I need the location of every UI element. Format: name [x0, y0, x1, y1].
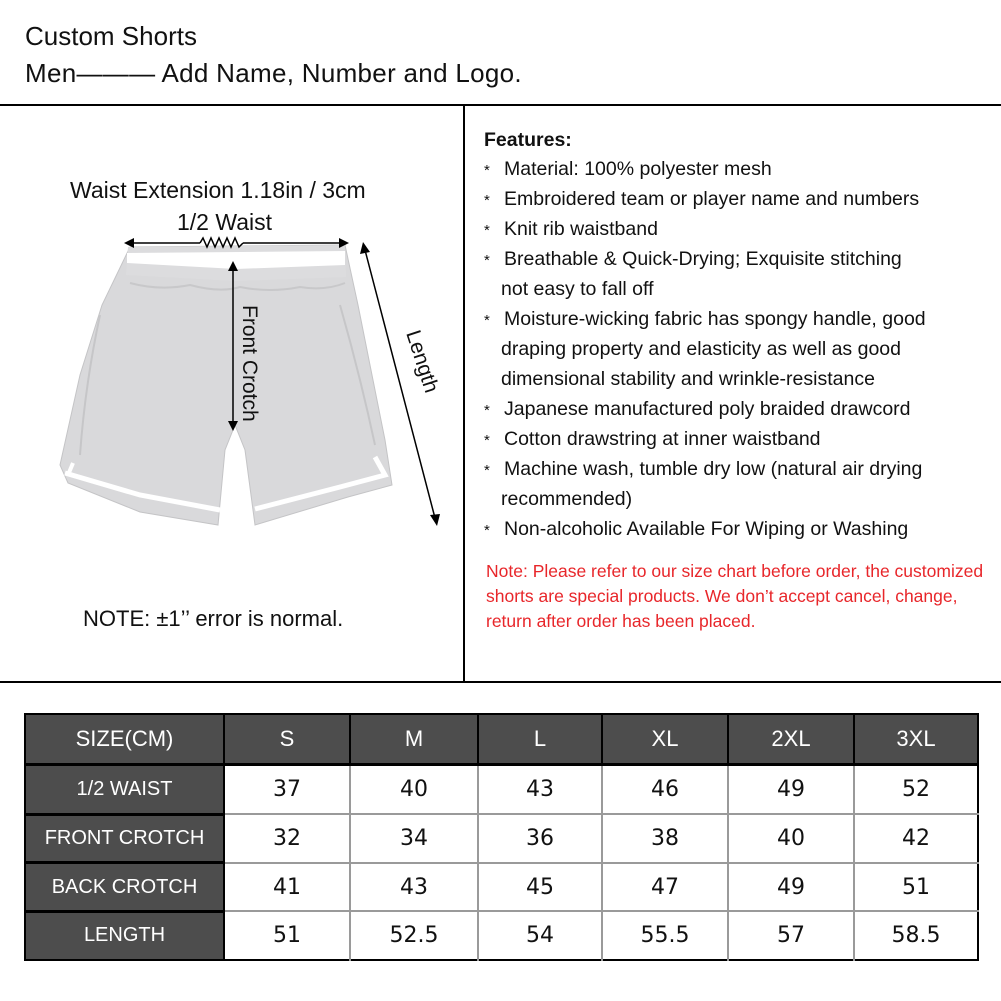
size-chart-table [24, 713, 979, 961]
table-cell: 51 [854, 863, 978, 912]
feature-item [484, 424, 994, 454]
table-cell: 40 [728, 814, 854, 863]
table-cell: 52 [854, 765, 978, 815]
bullet-asterisk-icon: * [484, 522, 490, 539]
feature-text: Moisture-wicking fabric has spongy handle, good [504, 308, 926, 330]
front-crotch-label: Front Crotch [238, 305, 261, 422]
bullet-asterisk-icon: * [484, 312, 490, 329]
center-divider [463, 104, 465, 682]
row-label-back-crotch: BACK CROTCH [25, 863, 224, 912]
table-cell: 43 [478, 765, 602, 815]
feature-text: Machine wash, tumble dry low (natural air drying [504, 458, 923, 480]
feature-text: draping property and elasticity as well as good [501, 338, 901, 360]
top-divider [0, 104, 1001, 106]
features-section [484, 126, 994, 544]
table-cell: 49 [728, 765, 854, 815]
table-cell: 37 [224, 765, 350, 815]
feature-item [484, 244, 994, 304]
table-row [25, 911, 978, 960]
size-header-label: SIZE(CM) [25, 714, 224, 765]
feature-text: Cotton drawstring at inner waistband [504, 428, 821, 450]
shorts-illustration [60, 245, 392, 525]
bullet-asterisk-icon: * [484, 192, 490, 209]
table-cell: 36 [478, 814, 602, 863]
size-header-xl: XL [602, 714, 728, 765]
size-header-m: M [350, 714, 478, 765]
page-title: Custom Shorts [25, 21, 197, 51]
middle-divider [0, 681, 1001, 683]
size-header-row [25, 714, 978, 765]
feature-item [484, 514, 994, 544]
feature-text: Breathable & Quick-Drying; Exquisite stitching [504, 248, 902, 270]
feature-text: Japanese manufactured poly braided drawcord [504, 398, 911, 420]
page-subtitle: Men——— Add Name, Number and Logo. [25, 58, 522, 88]
table-cell: 41 [224, 863, 350, 912]
table-cell: 45 [478, 863, 602, 912]
table-cell: 49 [728, 863, 854, 912]
feature-text: Non-alcoholic Available For Wiping or Washing [504, 518, 909, 540]
shorts-measurement-diagram [40, 225, 460, 595]
bullet-asterisk-icon: * [484, 222, 490, 239]
table-cell: 32 [224, 814, 350, 863]
table-row [25, 863, 978, 912]
feature-item [484, 304, 994, 394]
table-cell: 46 [602, 765, 728, 815]
feature-text: dimensional stability and wrinkle-resistance [501, 368, 875, 390]
feature-item [484, 214, 994, 244]
feature-item [484, 184, 994, 214]
table-cell: 42 [854, 814, 978, 863]
order-warning-note: Note: Please refer to our size chart before order, the customized shorts are special products. We don’t accept cancel, change, return after order has been placed. [486, 561, 984, 631]
table-row [25, 814, 978, 863]
table-cell: 47 [602, 863, 728, 912]
table-cell: 52.5 [350, 911, 478, 960]
table-row [25, 765, 978, 815]
row-label-half-waist: 1/2 WAIST [25, 765, 224, 815]
feature-text: Material: 100% polyester mesh [504, 158, 772, 180]
size-header-3xl: 3XL [854, 714, 978, 765]
size-header-2xl: 2XL [728, 714, 854, 765]
bullet-asterisk-icon: * [484, 432, 490, 449]
features-heading: Features: [484, 129, 572, 151]
feature-item [484, 394, 994, 424]
table-cell: 54 [478, 911, 602, 960]
table-cell: 55.5 [602, 911, 728, 960]
feature-text: not easy to fall off [501, 278, 654, 300]
bullet-asterisk-icon: * [484, 252, 490, 269]
table-cell: 43 [350, 863, 478, 912]
bullet-asterisk-icon: * [484, 162, 490, 179]
bullet-asterisk-icon: * [484, 402, 490, 419]
table-cell: 57 [728, 911, 854, 960]
table-cell: 38 [602, 814, 728, 863]
half-waist-label: 1/2 Waist [177, 209, 273, 235]
table-cell: 40 [350, 765, 478, 815]
feature-text: Knit rib waistband [504, 218, 658, 240]
features-list [484, 154, 994, 544]
table-cell: 51 [224, 911, 350, 960]
feature-item [484, 154, 994, 184]
size-header-l: L [478, 714, 602, 765]
row-label-length: LENGTH [25, 911, 224, 960]
feature-item [484, 454, 994, 514]
table-cell: 58.5 [854, 911, 978, 960]
feature-text: Embroidered team or player name and numbers [504, 188, 920, 210]
length-label: Length [401, 327, 443, 396]
error-tolerance-note: NOTE: ±1’’ error is normal. [83, 606, 344, 631]
waist-extension-label: Waist Extension 1.18in / 3cm [70, 177, 366, 203]
feature-text: recommended) [501, 488, 633, 510]
bullet-asterisk-icon: * [484, 462, 490, 479]
size-header-s: S [224, 714, 350, 765]
table-cell: 34 [350, 814, 478, 863]
row-label-front-crotch: FRONT CROTCH [25, 814, 224, 863]
